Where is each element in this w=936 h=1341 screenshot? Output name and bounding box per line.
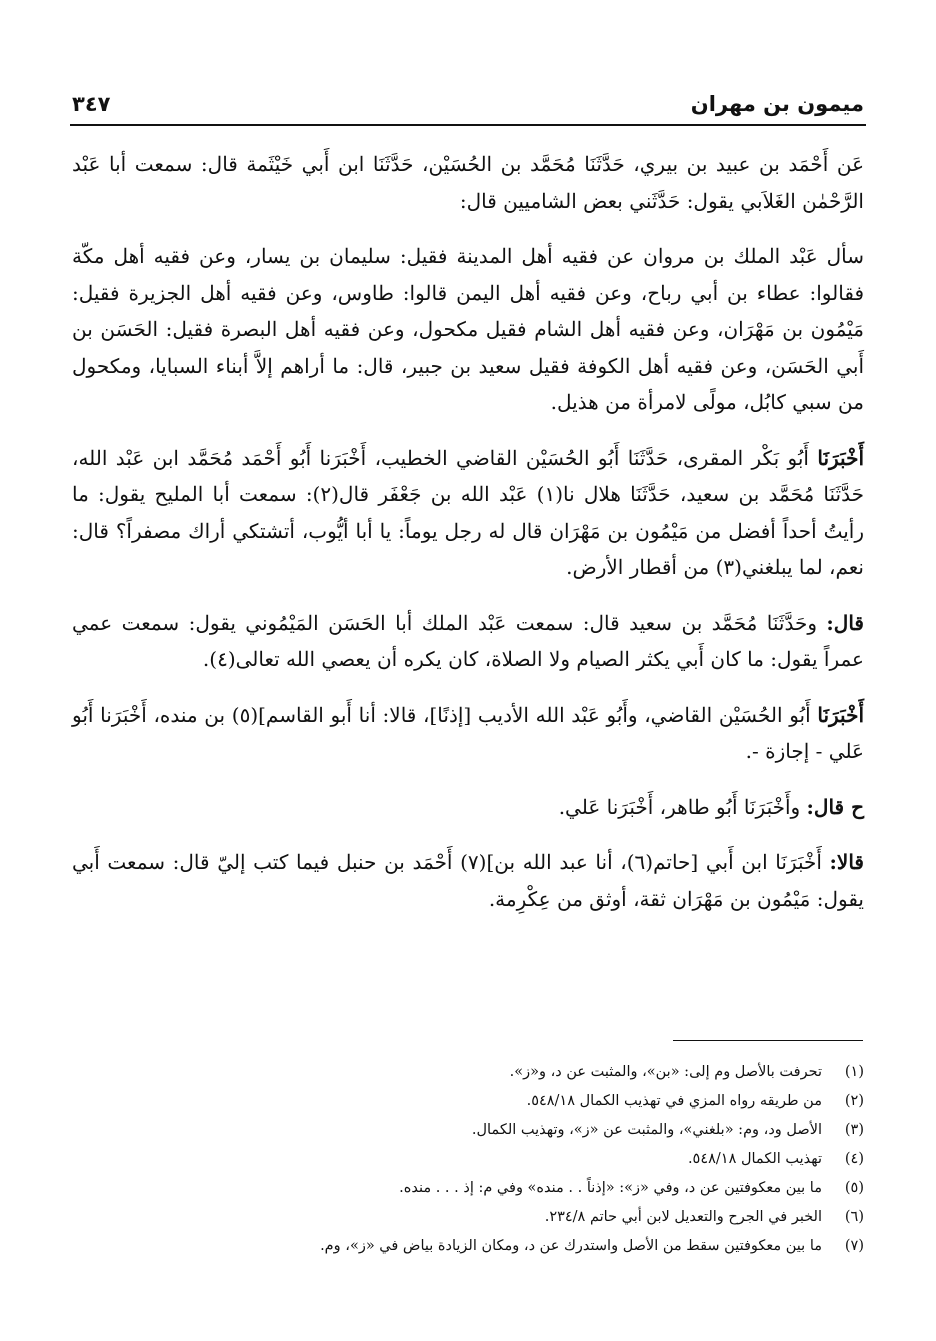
footnote-text: ما بين معكوفتين عن د، وفي «ز»: «إذناً . . منده» وفي م: إذ . . . منده. <box>399 1180 822 1196</box>
footnote-rule <box>673 1040 863 1041</box>
footnote-number: (٦) <box>844 1209 864 1225</box>
footnotes <box>80 1058 864 1261</box>
header-title: ميمون بن مهران <box>690 92 864 116</box>
paragraph-7-text: أَخْبَرَنَا ابن أَبي [حاتم(٦)، أنا عبد الله بن](٧) أَحْمَد بن حنبل فيما كتب إليّ قال: سمعت أَبي يقول: مَيْمُون بن مَهْرَان ثقة، أوثق من عِكْرِمة. <box>72 850 864 911</box>
footnote-text: تحرفت بالأصل وم إلى: «بن»، والمثبت عن د، و«ز». <box>509 1064 822 1080</box>
paragraph-6 <box>72 789 864 826</box>
footnote-text: تهذيب الكمال ٥٤٨/١٨. <box>687 1151 822 1167</box>
paragraph-5 <box>72 697 864 770</box>
footnote-number: (٥) <box>844 1180 864 1196</box>
paragraph-5-lead: أَخْبَرَنَا <box>817 702 864 727</box>
paragraph-4-text: وحَدَّثَنَا مُحَمَّد بن سعيد قال: سمعت عَبْد الملك أبا الحَسَن المَيْمُوني يقول: سمعت عمي عمراً يقول: ما كان أَبي يكثر الصيام ولا الصلاة، كان يكره أن يعصي الله تعالى(٤). <box>72 610 864 671</box>
paragraph-6-lead: ح قال: <box>806 794 864 819</box>
paragraph-2: سأل عَبْد الملك بن مروان عن فقيه أهل المدينة فقيل: سليمان بن يسار، وعن فقيه أهل مكّة فقالوا: عطاء بن أبي رباح، وعن فقيه أهل اليمن قالوا: طاوس، وعن فقيه أهل الجزيرة فقيل: مَيْمُون بن مَهْرَان، وعن فقيه أهل الشام فقيل مكحول، وعن فقيه أهل البصرة فقيل: الحَسَن بن أَبي الحَسَن، وعن فقيه أهل الكوفة فقيل سعيد بن جبير، قال: ما أراهم إلاَّ أبناء السبايا، ومكحول من سبي كابُل، مولًى لامرأة من هذيل. <box>72 244 864 414</box>
footnote <box>80 1058 864 1087</box>
footnote-text: ما بين معكوفتين سقط من الأصل واستدرك عن د، ومكان الزيادة بياض في «ز»، وم. <box>320 1238 822 1254</box>
footnote-number: (٧) <box>844 1238 864 1254</box>
footnote-number: (٢) <box>844 1093 864 1109</box>
paragraph-3 <box>72 440 864 586</box>
footnote-number: (٣) <box>844 1122 864 1138</box>
main-text <box>72 146 864 936</box>
footnote <box>80 1203 864 1232</box>
footnote-number: (٤) <box>844 1151 864 1167</box>
footnote <box>80 1116 864 1145</box>
paragraph-4 <box>72 605 864 678</box>
paragraph-3-text: أَبُو بَكْر المقرى، حَدَّثَنَا أَبُو الحُسَيْن القاضي الخطيب، أَخْبَرَنا أَبُو أَحْمَد مُحَمَّد ابن عَبْد الله، حَدَّثَنَا مُحَمَّد بن سعيد، حَدَّثَنَا هلال نا(١) عَبْد الله بن جَعْفَر قال(٢): سمعت أبا المليح يقول: ما رأيتُ أحداً أفضل من مَيْمُون بن مَهْرَان قال له رجل يوماً: يا أبا أيُّوب، أتشتكي أراك مصفراً؟ قال: نعم، لما يبلغني(٣) من أقطار الأرض. <box>72 445 864 579</box>
paragraph-6-text: وأَخْبَرَنَا أَبُو طاهر، أَخْبَرَنا عَلي. <box>558 794 807 819</box>
footnote <box>80 1087 864 1116</box>
paragraph-5-text: أَبُو الحُسَيْن القاضي، وأَبُو عَبْد الله الأديب [إذنًا]، قالا: أنا أَبو القاسم](٥) بن منده، أَخْبَرَنا أَبُو عَلي - إجازة -. <box>72 702 864 763</box>
footnote-text: من طريقه رواه المزي في تهذيب الكمال ٥٤٨/١٨. <box>526 1093 822 1109</box>
running-header <box>72 86 864 116</box>
footnote-text: الخبر في الجرح والتعديل لابن أبي حاتم ٢٣٤/٨. <box>544 1209 822 1225</box>
footnote-text: الأصل ود، وم: «بلغني»، والمثبت عن «ز»، وتهذيب الكمال. <box>471 1122 822 1138</box>
footnote-number: (١) <box>844 1064 864 1080</box>
footnote <box>80 1232 864 1261</box>
paragraph-4-lead: قال: <box>826 610 864 635</box>
page-number: ٣٤٧ <box>72 92 111 116</box>
header-rule <box>70 124 866 126</box>
paragraph-3-lead: أَخْبَرَنَا <box>817 445 864 470</box>
paragraph-1: عَن أَحْمَد بن عبيد بن بيري، حَدَّثَنَا مُحَمَّد بن الحُسَيْن، حَدَّثَنَا ابن أَبي خَيْثَمة قال: سمعت أبا عَبْد الرَّحْمٰن الغَلاَبي يقول: حَدَّثَني بعض الشاميين قال: <box>72 152 864 213</box>
paragraph-7 <box>72 844 864 917</box>
footnote <box>80 1174 864 1203</box>
footnote <box>80 1145 864 1174</box>
paragraph-7-lead: قالا: <box>829 850 864 874</box>
